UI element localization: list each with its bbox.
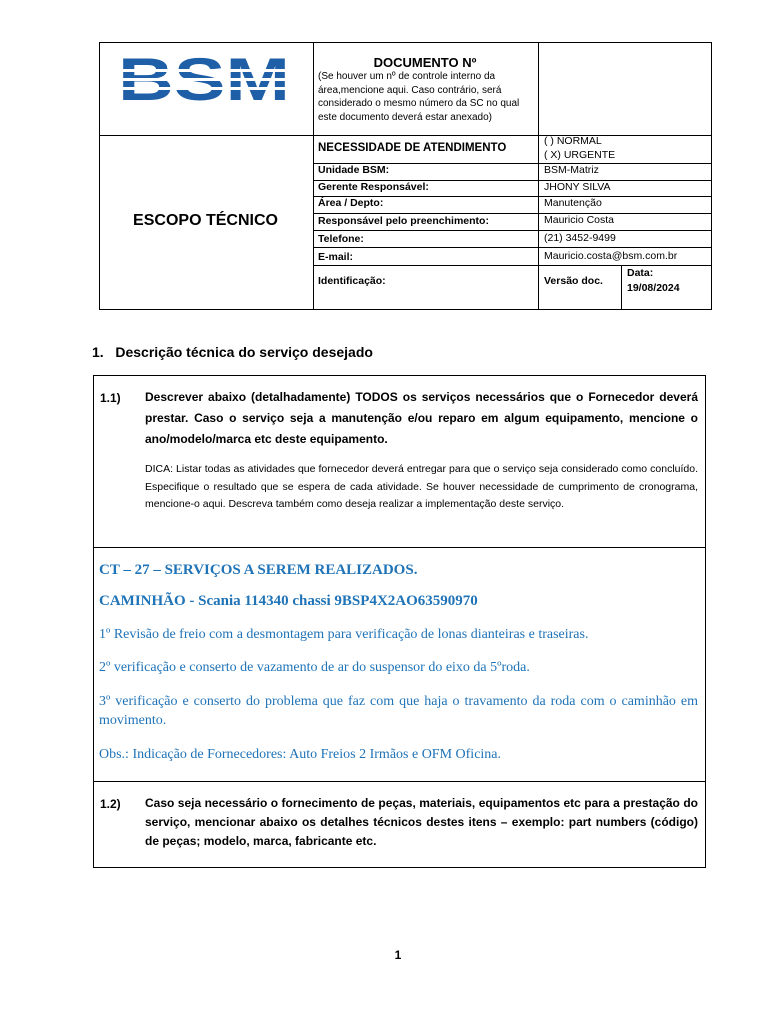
dica-text: DICA: Listar todas as atividades que fornecedor deverá entregar para que o serviço seja considerado como concluído. Especifique o resultado que se espera de cada atividade. Se houver necessidade de cumprimento de cronograma, mencione-o aqui. Descreva também como deseja realizar a implementação deste serviço. bbox=[145, 463, 698, 510]
data-value: 19/08/2024 bbox=[627, 282, 680, 294]
observation: Obs.: Indicação de Fornecedores: Auto Freios 2 Irmãos e OFM Oficina. bbox=[99, 747, 502, 762]
item-1-2-number: 1.2) bbox=[100, 797, 121, 811]
item-1-1-number: 1.1) bbox=[100, 391, 121, 405]
item-1-1-text: Descrever abaixo (detalhadamente) TODOS os serviços necessários que o Fornecedor deverá prestar. Caso o serviço seja a manutenção e/ou reparo em algum equipamento, mencione o ano/modelo/marca etc deste equipamento. bbox=[145, 390, 698, 446]
row-label-area: Área / Depto: bbox=[318, 197, 384, 209]
service-2: 2º verificação e conserto de vazamento de ar do suspensor do eixo da 5ºroda. bbox=[99, 660, 530, 675]
option-urgente: ( X) URGENTE bbox=[544, 149, 616, 161]
row-label-telefone: Telefone: bbox=[318, 233, 364, 245]
item-1-2-text: Caso seja necessário o fornecimento de peças, materiais, equipamentos etc para a prestação do serviço, mencionar abaixo os detalhes técnicos destes itens – exemplo: part numbers (código) de peças; modelo, marca, fabricante etc. bbox=[145, 796, 698, 848]
document-number-title: DOCUMENTO Nº bbox=[373, 55, 477, 70]
versao-label: Versão doc. bbox=[544, 275, 603, 287]
option-normal: ( ) NORMAL bbox=[544, 135, 602, 147]
section-heading bbox=[92, 344, 373, 360]
necessidade-label: NECESSIDADE DE ATENDIMENTO bbox=[318, 142, 507, 154]
row-value-telefone: (21) 3452-9499 bbox=[544, 232, 616, 244]
service-1: 1º Revisão de freio com a desmontagem para verificação de lonas dianteiras e traseiras. bbox=[99, 627, 589, 642]
page-number: 1 bbox=[394, 948, 402, 962]
row-label-email: E-mail: bbox=[318, 251, 354, 263]
services-title: CT – 27 – SERVIÇOS A SEREM REALIZADOS. bbox=[99, 562, 418, 578]
escopo-title: ESCOPO TÉCNICO bbox=[133, 212, 278, 229]
row-value-gerente: JHONY SILVA bbox=[544, 181, 611, 193]
row-label-gerente: Gerente Responsável: bbox=[318, 181, 429, 193]
identificacao-label: Identificação: bbox=[318, 275, 386, 287]
service-3: 3º verificação e conserto do problema que faz com que haja o travamento da roda com o caminhão em movimento. bbox=[99, 694, 698, 728]
row-value-unidade: BSM-Matriz bbox=[544, 164, 599, 176]
section-heading-text: Descrição técnica do serviço desejado bbox=[115, 344, 373, 360]
row-value-responsavel: Mauricio Costa bbox=[544, 214, 615, 226]
row-label-responsavel: Responsável pelo preenchimento: bbox=[318, 215, 489, 227]
row-value-area: Manutenção bbox=[544, 197, 602, 209]
truck-info: CAMINHÃO - Scania 114340 chassi 9BSP4X2AO63590970 bbox=[99, 593, 478, 609]
row-value-email: Mauricio.costa@bsm.com.br bbox=[544, 250, 678, 262]
row-label-unidade: Unidade BSM: bbox=[318, 164, 390, 176]
data-label: Data: bbox=[627, 267, 654, 279]
bsm-logo bbox=[118, 55, 291, 105]
section-heading-number: 1. bbox=[92, 344, 104, 360]
document-number-note: (Se houver um nº de controle interno da área,mencione aqui. Caso contrário, será considerado o mesmo número da SC no qual este documento deverá estar anexado) bbox=[318, 71, 520, 123]
